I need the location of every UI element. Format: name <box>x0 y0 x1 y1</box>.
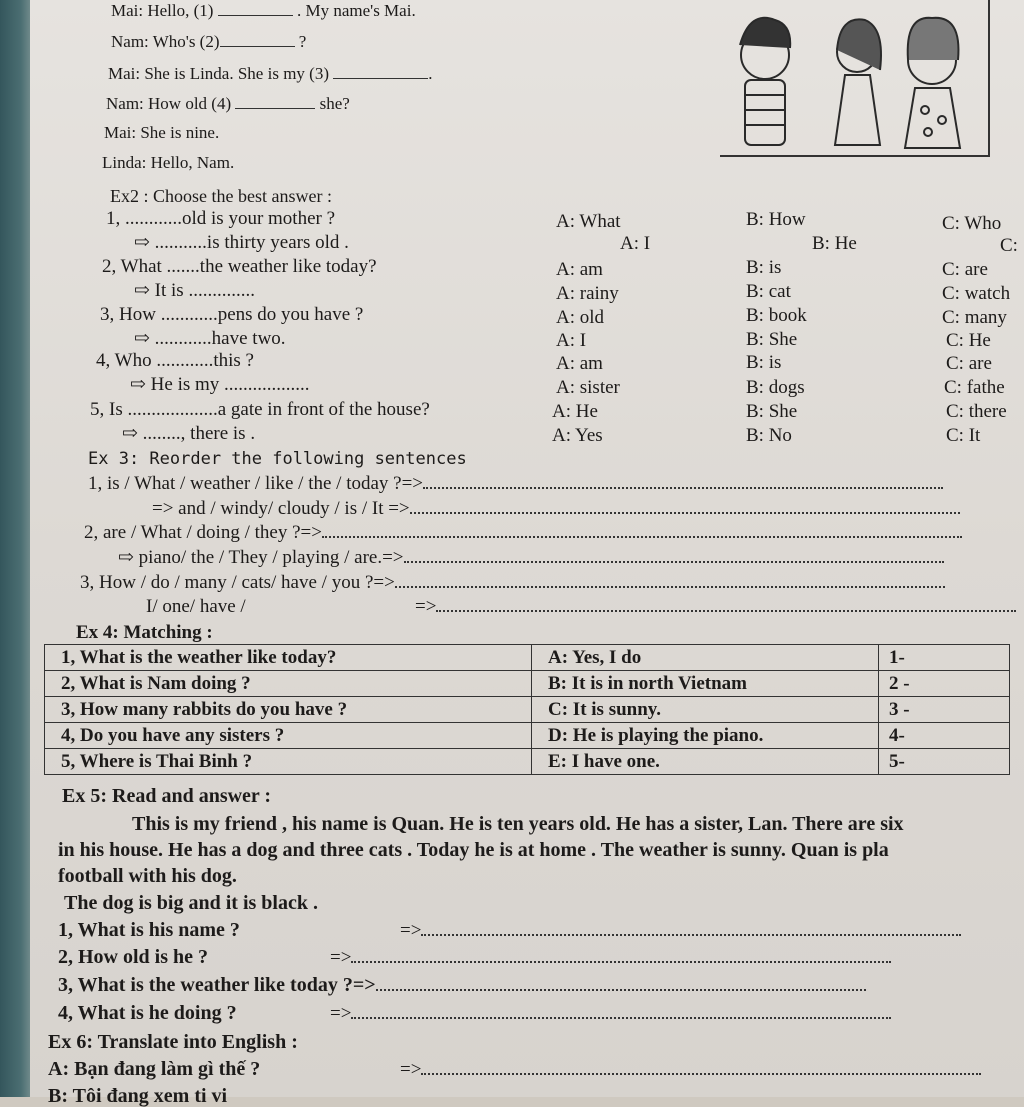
ex3-line-1: 1, is / What / weather / like / the / today ?=> <box>88 473 943 495</box>
ex5-paragraph-line-3: football with his dog. <box>58 865 237 887</box>
ex2-q3-answer: ⇨ ............have two. <box>134 328 286 349</box>
ex2-q2-b[interactable]: B: is <box>746 257 782 278</box>
matching-slot[interactable]: 1- <box>879 645 1010 671</box>
matching-question: 2, What is Nam doing ? <box>45 671 532 697</box>
ex2-q4-answer-a[interactable]: A: sister <box>556 377 620 398</box>
ex2-q5-answer-c[interactable]: C: It <box>946 425 981 446</box>
ex2-q1-a[interactable]: A: What <box>556 211 621 232</box>
ex2-q5-b[interactable]: B: She <box>746 401 798 422</box>
ex2-q3-answer-c[interactable]: C: He <box>946 330 991 351</box>
ex5-question-2: 2, How old is he ? <box>58 946 209 968</box>
ex6-answer-a[interactable]: => <box>400 1059 981 1081</box>
matching-question: 4, Do you have any sisters ? <box>45 723 532 749</box>
matching-slot[interactable]: 4- <box>879 723 1010 749</box>
ex2-title: Ex2 : Choose the best answer : <box>110 186 332 206</box>
matching-question: 3, How many rabbits do you have ? <box>45 697 532 723</box>
ex2-q1-b[interactable]: B: How <box>746 209 806 230</box>
ex3-line-6-answer: => <box>415 596 1016 618</box>
ex2-q4-answer-c[interactable]: C: fathe <box>944 377 1005 398</box>
dialogue-line-4: Nam: How old (4) she? <box>106 94 350 113</box>
ex2-q5: 5, Is ...................a gate in front of the house? <box>90 399 430 420</box>
matching-answer: D: He is playing the piano. <box>532 723 879 749</box>
ex3-line-6: I/ one/ have / <box>146 596 246 617</box>
ex2-q1-answer: ⇨ ...........is thirty years old . <box>134 232 349 253</box>
matching-answer: E: I have one. <box>532 749 879 775</box>
matching-answer: C: It is sunny. <box>532 697 879 723</box>
matching-question: 1, What is the weather like today? <box>45 645 532 671</box>
children-illustration <box>720 0 990 157</box>
table-row <box>45 645 1010 671</box>
ex2-q1-answer-b[interactable]: B: He <box>812 233 857 254</box>
ex3-line-5: 3, How / do / many / cats/ have / you ?=> <box>80 572 945 594</box>
ex2-q5-a[interactable]: A: He <box>552 401 598 422</box>
table-row <box>45 671 1010 697</box>
ex2-q4-b[interactable]: B: is <box>746 352 782 373</box>
ex5-title: Ex 5: Read and answer : <box>62 785 272 807</box>
table-row <box>45 723 1010 749</box>
ex2-q4-answer-b[interactable]: B: dogs <box>746 377 805 398</box>
dialogue-line-5: Mai: She is nine. <box>104 123 220 142</box>
ex2-q5-answer-a[interactable]: A: Yes <box>552 425 603 446</box>
ex2-q2-c[interactable]: C: are <box>942 259 988 280</box>
ex2-q4-a[interactable]: A: am <box>556 353 603 374</box>
ex2-q1: 1, ............old is your mother ? <box>106 208 336 229</box>
matching-answer: B: It is in north Vietnam <box>532 671 879 697</box>
ex2-q3-a[interactable]: A: old <box>556 307 605 328</box>
ex3-line-4: ⇨ piano/ the / They / playing / are.=> <box>118 547 944 569</box>
dialogue-line-1: Mai: Hello, (1) . My name's Mai. <box>111 1 416 20</box>
ex5-question-1: 1, What is his name ? <box>58 919 240 941</box>
matching-question: 5, Where is Thai Binh ? <box>45 749 532 775</box>
ex2-q2-answer: ⇨ It is .............. <box>134 280 255 301</box>
ex2-q1-answer-c[interactable]: C: <box>1000 235 1018 256</box>
matching-answer: A: Yes, I do <box>532 645 879 671</box>
ex4-title: Ex 4: Matching : <box>76 622 213 643</box>
ex3-line-3: 2, are / What / doing / they ?=> <box>84 522 962 544</box>
ex5-answer-2[interactable]: => <box>330 947 891 969</box>
ex6-line-a: A: Bạn đang làm gì thế ? <box>48 1058 261 1080</box>
ex2-q4-answer: ⇨ He is my .................. <box>130 374 310 395</box>
ex5-paragraph-line-1: This is my friend , his name is Quan. He is ten years old. He has a sister, Lan. There are six <box>132 813 904 835</box>
ex6-line-b: B: Tôi đang xem ti vi <box>48 1085 228 1107</box>
ex2-q2: 2, What .......the weather like today? <box>102 256 377 277</box>
ex2-q4: 4, Who ............this ? <box>96 350 254 371</box>
dialogue-line-6: Linda: Hello, Nam. <box>102 153 235 172</box>
dialogue-line-2: Nam: Who's (2) ? <box>111 32 307 51</box>
table-row <box>45 697 1010 723</box>
matching-slot[interactable]: 5- <box>879 749 1010 775</box>
ex5-question-4: 4, What is he doing ? <box>58 1002 237 1024</box>
ex2-q2-answer-b[interactable]: B: cat <box>746 281 791 302</box>
ex2-q3-answer-a[interactable]: A: I <box>556 330 587 351</box>
ex3-line-2: => and / windy/ cloudy / is / It => <box>152 498 960 520</box>
ex2-q1-answer-a[interactable]: A: I <box>620 233 651 254</box>
ex2-q3-b[interactable]: B: book <box>746 305 807 326</box>
ex2-q2-answer-a[interactable]: A: rainy <box>556 283 619 304</box>
ex2-q5-c[interactable]: C: there <box>946 401 1007 422</box>
ex2-q3-c[interactable]: C: many <box>942 307 1007 328</box>
ex5-question-3: 3, What is the weather like today ?=> <box>58 974 866 996</box>
ex5-paragraph-line-2: in his house. He has a dog and three cats . Today he is at home . The weather is sunny. Quan is pla <box>58 839 889 861</box>
ex2-q5-answer-b[interactable]: B: No <box>746 425 792 446</box>
ex2-q3: 3, How ............pens do you have ? <box>100 304 364 325</box>
ex2-q5-answer: ⇨ ........, there is . <box>122 423 256 444</box>
table-row <box>45 749 1010 775</box>
ex6-title: Ex 6: Translate into English : <box>48 1031 298 1053</box>
ex2-q2-answer-c[interactable]: C: watch <box>942 283 1011 304</box>
ex5-paragraph-line-4: The dog is big and it is black . <box>64 892 318 914</box>
matching-table <box>44 644 1010 775</box>
matching-slot[interactable]: 2 - <box>879 671 1010 697</box>
matching-slot[interactable]: 3 - <box>879 697 1010 723</box>
ex2-q3-answer-b[interactable]: B: She <box>746 329 798 350</box>
ex5-answer-4[interactable]: => <box>330 1003 891 1025</box>
ex2-q1-c[interactable]: C: Who <box>942 213 1002 234</box>
dialogue-line-3: Mai: She is Linda. She is my (3) . <box>108 64 433 83</box>
ex5-answer-1[interactable]: => <box>400 920 961 942</box>
ex3-title: Ex 3: Reorder the following sentences <box>88 449 467 469</box>
ex2-q4-c[interactable]: C: are <box>946 353 992 374</box>
ex2-q2-a[interactable]: A: am <box>556 259 603 280</box>
